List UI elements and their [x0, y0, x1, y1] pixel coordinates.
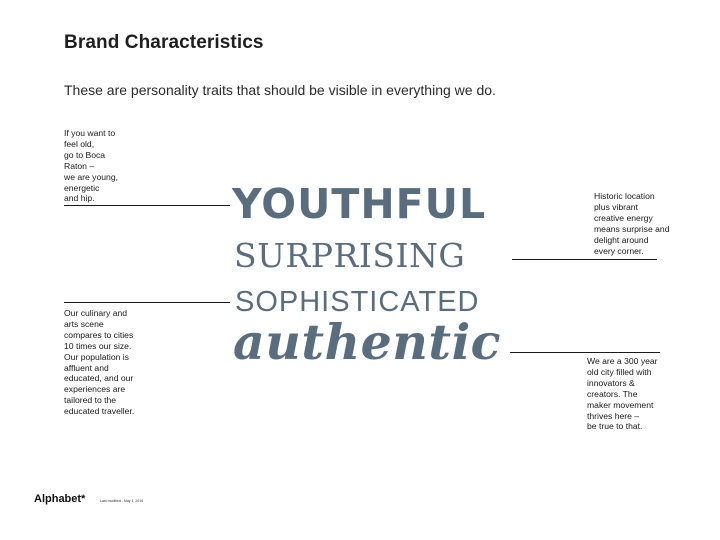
page-title: Brand Characteristics [64, 32, 264, 53]
trait-surprising: SURPRISING [234, 236, 466, 275]
divider-line-youthful [64, 205, 230, 206]
note-surprising: Historic location plus vibrant creative energy means surprise and delight around every corner. [594, 191, 670, 256]
trait-youthful: YOUTHFUL [232, 180, 487, 228]
note-sophisticated: Our culinary and arts scene compares to cities 10 times our size. Our population is affluent and educated, and our experiences are tailored to the educated traveller. [64, 308, 135, 417]
divider-line-surprising [512, 259, 657, 260]
footer-modified-text: Last modified - May 1, 2016 [100, 499, 144, 503]
divider-line-authentic [510, 352, 660, 353]
brand-logo: Alphabet* [34, 493, 86, 505]
note-authentic: We are a 300 year old city filled with innovators & creators. The maker movement thrives here – be true to that. [587, 356, 658, 432]
trait-authentic: authentic [233, 313, 502, 371]
intro-text: These are personality traits that should be visible in everything we do. [64, 82, 496, 98]
divider-line-sophisticated [64, 302, 230, 303]
trait-sophisticated: SOPHISTICATED [235, 286, 480, 318]
note-youthful: If you want to feel old, go to Boca Raton – we are young, energetic and hip. [64, 128, 118, 204]
